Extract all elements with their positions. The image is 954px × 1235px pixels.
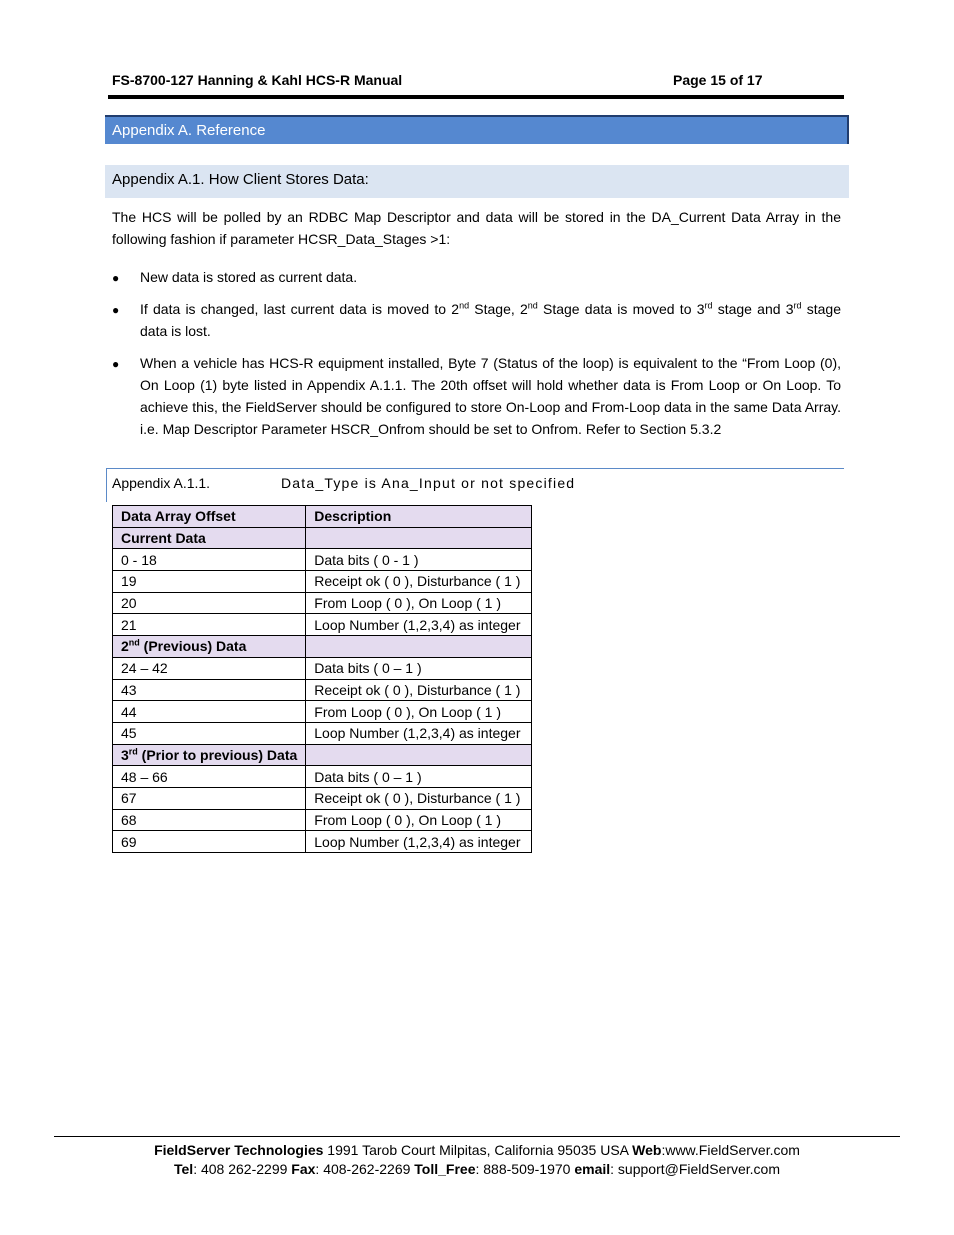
table-row: 44 From Loop ( 0 ), On Loop ( 1 ): [113, 701, 532, 723]
subsection-heading: [105, 165, 849, 198]
table-row: 0 - 18 Data bits ( 0 - 1 ): [113, 549, 532, 571]
table-caption-number: Appendix A.1.1.: [112, 475, 211, 491]
bullet-item-2: If data is changed, last current data is moved to 2nd Stage, 2nd Stage data is moved to 3rd stage and 3rd stage data is lost.: [140, 300, 842, 339]
email-link[interactable]: : support@FieldServer.com: [610, 1161, 780, 1177]
group-label: 2nd (Previous) Data: [113, 636, 306, 658]
caption-rule-left: [106, 468, 107, 502]
table-row: 21 Loop Number (1,2,3,4) as integer: [113, 614, 532, 636]
group-label: Current Data: [113, 527, 306, 549]
table-row: 20 From Loop ( 0 ), On Loop ( 1 ): [113, 592, 532, 614]
table-row: 43 Receipt ok ( 0 ), Disturbance ( 1 ): [113, 679, 532, 701]
footer-line-1: FieldServer Technologies 1991 Tarob Court Milpitas, California 95035 USA Web:www.FieldServer.com: [154, 1142, 800, 1158]
page-number: Page 15 of 17: [673, 72, 763, 88]
column-header: Data Array Offset: [113, 506, 306, 528]
website-link[interactable]: :www.FieldServer.com: [661, 1142, 800, 1158]
section-heading: [105, 115, 849, 144]
footer-line-2: Tel: 408 262-2299 Fax: 408-262-2269 Toll_Free: 888-509-1970 email: support@FieldServer.com: [174, 1161, 780, 1177]
table-row: 24 – 42 Data bits ( 0 – 1 ): [113, 657, 532, 679]
bullet-marker: ●: [112, 303, 120, 317]
column-header: Description: [306, 506, 532, 528]
document-title: FS-8700-127 Hanning & Kahl HCS-R Manual: [112, 72, 403, 88]
table-row: 68 From Loop ( 0 ), On Loop ( 1 ): [113, 809, 532, 831]
table-group-row: [113, 744, 532, 766]
table-row: 48 – 66 Data bits ( 0 – 1 ): [113, 766, 532, 788]
bullet-item-3: When a vehicle has HCS-R equipment installed, Byte 7 (Status of the loop) is equivalent to the “From Loop (0), On Loop (1) byte listed in Appendix A.1.1. The 20th offset will hold whether data is From Loop or On Loop. To achieve this, the FieldServer should be configured to store On-Loop and From-Loop data in the same Data Array. i.e. Map Descriptor Parameter HSCR_Onfrom should be set to Onfrom. Refer to Section 5.3.2: [140, 355, 841, 437]
caption-rule: [106, 468, 844, 469]
group-label: 3rd (Prior to previous) Data: [113, 744, 306, 766]
data-array-table: [112, 505, 532, 853]
table-group-row: [113, 527, 532, 549]
table-row: 69 Loop Number (1,2,3,4) as integer: [113, 831, 532, 853]
subsection-title: Appendix A.1. How Client Stores Data:: [112, 171, 369, 188]
table-row: 19 Receipt ok ( 0 ), Disturbance ( 1 ): [113, 571, 532, 593]
table-caption-text: Data_Type is Ana_Input or not specified: [281, 475, 576, 491]
bullet-marker: ●: [112, 271, 120, 285]
footer-rule: [54, 1136, 900, 1137]
intro-paragraph: The HCS will be polled by an RDBC Map Descriptor and data will be stored in the DA_Current Data Array in the following fashion if parameter HCSR_Data_Stages >1:: [112, 209, 841, 247]
company-name: FieldServer Technologies: [154, 1142, 324, 1158]
bullet-marker: ●: [112, 357, 120, 371]
bullet-item-1: New data is stored as current data.: [140, 269, 358, 285]
table-row: 45 Loop Number (1,2,3,4) as integer: [113, 722, 532, 744]
table-header-row: [113, 506, 532, 528]
header-rule: [108, 95, 844, 99]
table-row: 67 Receipt ok ( 0 ), Disturbance ( 1 ): [113, 787, 532, 809]
table-group-row: [113, 636, 532, 658]
section-title: Appendix A. Reference: [112, 122, 266, 139]
